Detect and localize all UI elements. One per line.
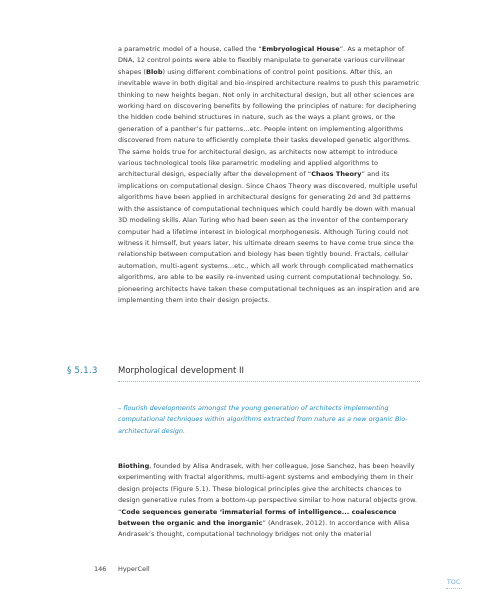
text-run: ) using different combinations of control point positions. After this, an inevitable wave in both digital and bio-inspired architecture realms to push this parametric thinking to new heights began. Not only in architectural design, but all other sciences are working hard on discovering benefits by following the principles of nature: for deciphering the hidden code behind structures in nature, such as the ways a plant grows, or the generation of a panther’s fur patterns...etc. People intent on implementing algorithms discovered from nature to efficiently complete their tasks developed genetic algorithms. The same holds true for architectural design, as architects now attempt to introduce various technological tools like parametric modeling and applied algorithms to architectural design, especially after the development of “ (118, 67, 420, 179)
paragraph-text (118, 44, 420, 306)
bold-term-biothing: Biothing (118, 462, 150, 470)
section-number: § 5.1.3 (67, 366, 98, 376)
section-lead-text: – flourish developments amongst the young generation of architects implementing computational techniques within algorithms extracted from nature as a new organic Bio-architectural design. (118, 404, 408, 435)
section-title: Morphological development II (118, 366, 245, 376)
paragraph-text (118, 461, 420, 541)
section-divider (118, 381, 420, 382)
bold-quote: Code sequences generate ‘immaterial forms of intelligence... coalescence between the organic and the inorganic (118, 507, 397, 528)
book-title: HyperCell (118, 565, 150, 573)
text-run: ” and its implications on computational design. Since Chaos Theory was discovered, multiple useful algorithms have been applied in architectural designs for generating 2d and 3d patterns with the assistance of computational techniques which could hardly be down with manual 3D modeling skills. Alan Turing who had been seen as the inventor of the contemporary computer had a lifetime interest in biological morphogenesis. Although Turing could not witness it himself, but years later, his ultimate dream seems to have come true since the relationship between computation and biology has been tightly bound. Fractals, cellular automation, multi-agent systems...etc., which all work through complicated mathematics algorithms, are able to be easily re-invented using current computational technology. So, pioneering architects have taken these computational techniques as an inspiration and are implementing them into their design projects. (118, 170, 420, 304)
page-number: 146 (94, 565, 107, 573)
body-paragraph-2 (118, 461, 420, 541)
toc-link[interactable]: TOC (447, 579, 461, 586)
bold-term-blob: Blob (146, 67, 163, 76)
text-run: a parametric model of a house, called the “ (118, 45, 262, 53)
bold-term-chaos-theory: Chaos Theory (311, 170, 362, 179)
text-run: ”. As a metaphor of DNA, 12 control points were able to flexibly manipulate to generate various curvilinear shapes ( (118, 45, 405, 76)
toc-underline (446, 588, 462, 589)
text-run: , founded by Alisa Andrasek, with her colleague, Jose Sanchez, has been heavily experimenting with fractal algorithms, multi-agent systems and embodying them in their design projects (Figure 5.1). These biological principles give the architects chances to design generative rules from a bottom-up perspective similar to how natural objects grow. “ (118, 462, 417, 516)
text-run: ” (Andrasek, 2012). In accordance with Alisa Andrasek’s thought, computational technology bridges not only the material (118, 519, 410, 539)
bold-term-embryological-house: Embryological House (261, 45, 340, 53)
body-paragraph-1 (118, 44, 420, 306)
